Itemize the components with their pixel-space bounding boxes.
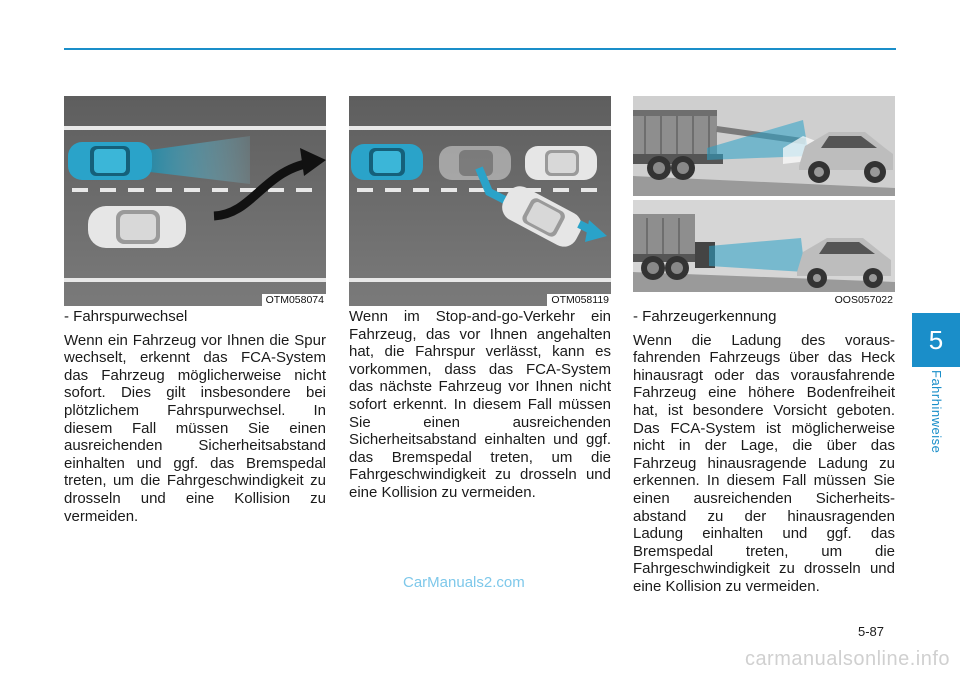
figure-code: OOS057022: [831, 294, 895, 306]
own-car-icon: [68, 142, 152, 180]
next-car-icon: [525, 146, 597, 180]
top-rule: [64, 48, 896, 50]
watermark-carmanuals2[interactable]: CarManuals2.com: [403, 574, 525, 591]
paragraph: Wenn ein Fahrzeug vor Ihnen die Spur wechselt, erkennt das FCA-System das Fahrzeug möglicherweise nicht sofort. Dies gilt insbesondere bei plötzlichem Fahrspurwechsel. In diesem Fall müssen Sie einen ausreichenden Sicherheitsabstand einhalten und ggf. das Bremspedal treten, um die Fahrgeschwindigkeit zu drosseln und eine Kollision zu vermeiden.: [64, 331, 326, 525]
page-number: 5-87: [858, 624, 885, 639]
panel-lower: [633, 200, 895, 292]
cutting-in-car-icon: [88, 206, 186, 248]
watermark-carmanualsonline[interactable]: carmanualsonline.info: [744, 648, 950, 670]
section-heading: - Fahrzeugerkennung: [633, 308, 777, 325]
own-car-icon: [351, 144, 423, 180]
text-column-3: [633, 308, 895, 601]
figure-stop-and-go: [349, 96, 611, 306]
text-column-2: [349, 308, 611, 507]
chapter-title: Fahrhinweise: [929, 370, 944, 454]
ghost-car-icon: [439, 146, 511, 180]
paragraph: Wenn die Ladung des vorausfahrenden Fahrzeugs über das Heck hinausragt oder das vorausfahrende Fahrzeug eine höhere Bodenfreiheit hat, ist besondere Vorsicht geboten. Das FCA-System ist möglicherweise nicht in der Lage, die über das Fahrzeug hinausragende Ladung zu erkennen. In diesem Fall müssen Sie einen ausreichenden Sicherheitsabstand zu der hinausragenden Ladung einhalten und ggf. das Bremspedal treten, um die Fahrgeschwindigkeit zu drosseln und eine Kollision zu vermeiden.: [633, 331, 895, 595]
panel-upper: [633, 96, 895, 196]
figure-code: OTM058074: [262, 294, 326, 306]
figure-code: OTM058119: [547, 294, 611, 306]
vehicle-detection-illustration: [633, 96, 895, 306]
figure-lane-change: [64, 96, 326, 306]
lane-change-illustration: [64, 96, 326, 306]
chapter-number-tab[interactable]: 5: [912, 313, 960, 367]
text-column-1: [64, 308, 326, 530]
section-heading: - Fahrspurwechsel: [64, 308, 188, 325]
paragraph: Wenn im Stop-and-go-Verkehr ein Fahrzeug, das vor Ihnen angehalten hat, die Fahrspur verlässt, kann es vorkommen, dass das FCA-System das nächste Fahrzeug vor Ihnen nicht sofort erkennt. In diesem Fall müssen Sie einen ausreichenden Sicherheitsabstand einhalten und ggf. das Bremspedal treten, um die Fahrgeschwindigkeit zu drosseln und eine Kollision zu vermeiden.: [349, 308, 611, 501]
figure-vehicle-detection: [633, 96, 895, 306]
stop-and-go-illustration: [349, 96, 611, 306]
